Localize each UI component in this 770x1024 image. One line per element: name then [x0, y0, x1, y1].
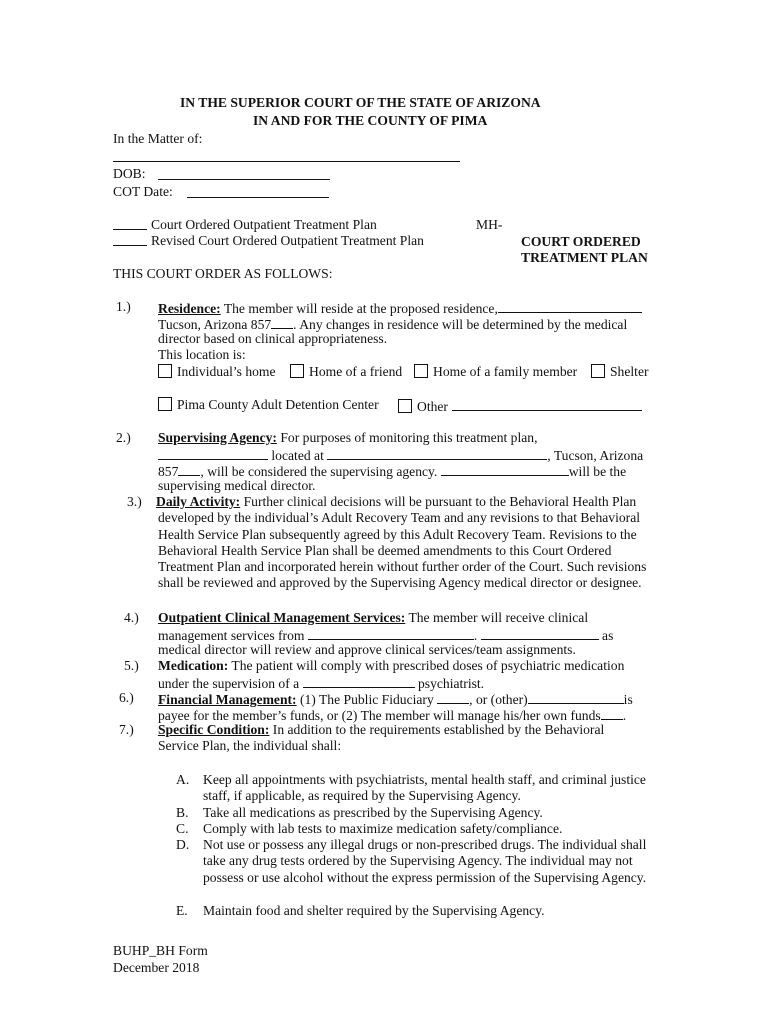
condition-c-text: Comply with lab tests to maximize medication safety/compliance.: [203, 821, 563, 836]
agency-address-field[interactable]: [327, 446, 547, 460]
location-option-individual[interactable]: [158, 364, 276, 380]
label-other: Other: [417, 399, 448, 414]
section-5-line1: [158, 658, 624, 674]
dob-label: DOB:: [113, 166, 146, 181]
agency-name-field[interactable]: [158, 446, 268, 460]
label-individual-home: Individual’s home: [177, 364, 276, 379]
section-4-text-a: The member will receive clinical: [405, 610, 589, 625]
agency-zip-field[interactable]: [178, 462, 200, 476]
checkbox-home-of-friend[interactable]: [290, 364, 304, 378]
section-6-heading: Financial Management:: [158, 692, 297, 707]
will-be-the-text: will be the: [568, 464, 627, 479]
section-4-text-b: management services from: [158, 628, 308, 643]
section-5-heading: Medication:: [158, 658, 229, 673]
section-1-heading: Residence:: [158, 301, 221, 316]
section-1-text-a: The member will reside at the proposed residence,: [220, 301, 498, 316]
location-option-shelter[interactable]: [591, 364, 649, 380]
clinical-medical-director-field[interactable]: [481, 626, 599, 640]
plan-option2-blank[interactable]: [113, 245, 147, 246]
checkbox-shelter[interactable]: [591, 364, 605, 378]
label-home-of-friend: Home of a friend: [309, 364, 403, 379]
footer-form-date: December 2018: [113, 960, 200, 975]
section-4-heading: Outpatient Clinical Management Services:: [158, 610, 406, 625]
tucson-arizona-text: , Tucson, Arizona: [547, 448, 644, 463]
condition-e-text: Maintain food and shelter required by the Supervising Agency.: [203, 903, 545, 918]
section-5-text-b: under the supervision of a: [158, 676, 303, 691]
section-2-number: 2.): [116, 430, 131, 445]
considered-text: , will be considered the supervising agency.: [200, 464, 441, 479]
residence-address-field[interactable]: [498, 299, 642, 313]
section-6-text-b: , or (other): [469, 692, 528, 707]
section-6-text-e: .: [622, 708, 627, 723]
court-title-line1: IN THE SUPERIOR COURT OF THE STATE OF ARIZONA: [180, 95, 541, 110]
location-option-other[interactable]: [398, 397, 642, 415]
section-7-heading: Specific Condition:: [158, 722, 270, 737]
court-title-line2: IN AND FOR THE COUNTY OF PIMA: [253, 113, 488, 128]
other-payee-field[interactable]: [528, 690, 624, 704]
medical-director-field[interactable]: [441, 462, 569, 476]
as-text: as: [598, 628, 614, 643]
checkbox-detention-center[interactable]: [158, 397, 172, 411]
section-1-number: 1.): [116, 299, 131, 314]
section-3-number: 3.): [127, 494, 142, 509]
plan-option1-blank[interactable]: [113, 229, 147, 230]
section-3-paragraph: [158, 494, 658, 592]
section-4-line2: management services from . as: [158, 628, 614, 643]
management-services-field[interactable]: [308, 626, 474, 640]
condition-a-text: Keep all appointments with psychiatrists, mental health staff, and criminal justice staff, if applicable, as required by the Supervising Agency.: [203, 772, 646, 804]
section-1-text-c: . Any changes in residence will be determined by the medical: [293, 317, 628, 332]
section-2-heading: Supervising Agency:: [158, 430, 277, 445]
condition-d-letter: D.: [176, 837, 190, 852]
public-fiduciary-field[interactable]: [437, 690, 469, 704]
located-at-text: located at: [268, 448, 328, 463]
label-detention-center: Pima County Adult Detention Center: [177, 397, 379, 412]
order-intro: THIS COURT ORDER AS FOLLOWS:: [113, 266, 333, 281]
section-5-number: 5.): [124, 658, 139, 673]
checkbox-home-of-family[interactable]: [414, 364, 428, 378]
document-title-line1: COURT ORDERED: [521, 234, 641, 249]
document-title-line2: TREATMENT PLAN: [521, 250, 648, 265]
section-7-number: 7.): [119, 722, 134, 737]
condition-d-text: Not use or possess any illegal drugs or non-prescribed drugs. The individual shall take any drug tests ordered by the Supervising Agency. The individual may not possess or use alcohol without the express permission of the Supervising Agency.: [203, 837, 647, 885]
plan-option1-label: Court Ordered Outpatient Treatment Plan: [151, 217, 377, 232]
condition-b-text: Take all medications as prescribed by the Supervising Agency.: [203, 805, 543, 820]
condition-b-letter: B.: [176, 805, 189, 820]
psychiatrist-type-field[interactable]: [303, 674, 415, 688]
section-7-text-a: In addition to the requirements established by the Behavioral: [269, 722, 605, 737]
checkbox-other[interactable]: [398, 399, 412, 413]
section-4-line1: [158, 610, 588, 626]
section-2-text-a: For purposes of monitoring this treatment plan,: [276, 430, 538, 445]
case-number-prefix: MH-: [476, 217, 503, 232]
condition-c-letter: C.: [176, 821, 189, 836]
section-6-text-c: is: [623, 692, 633, 707]
section-4-line3: medical director will review and approve clinical services/team assignments.: [158, 642, 576, 657]
section-3-text: Further clinical decisions will be pursuant to the Behavioral Health Plan developed by the individual’s Adult Recovery Team and any revisions to that Behavioral Health Service Plan subsequently agreed by this Adult Recovery Team. Revisions to the Behavioral Health Service Plan shall be deemed amendments to this Court Ordered Treatment Plan and incorporated herein without further order of the Court. Such revisions shall be reviewed and approved by the Supervising Agency medical director or designee.: [158, 494, 647, 591]
section-5-text-c: psychiatrist.: [414, 676, 485, 691]
section-4-number: 4.): [124, 610, 139, 625]
condition-e-letter: E.: [176, 903, 188, 918]
section-6-text-a: (1) The Public Fiduciary: [296, 692, 438, 707]
residence-zip-field[interactable]: [271, 315, 293, 329]
section-3-heading: Daily Activity:: [156, 494, 241, 509]
section-6-number: 6.): [119, 690, 134, 705]
section-1-line4: This location is:: [158, 347, 246, 362]
section-7-line1: [158, 722, 604, 738]
section-1-text-b: Tucson, Arizona 857: [158, 317, 272, 332]
other-location-field[interactable]: [452, 397, 642, 411]
condition-a-letter: A.: [176, 772, 190, 787]
location-option-friend[interactable]: [290, 364, 402, 380]
section-2-line4: supervising medical director.: [158, 478, 316, 493]
section-5-text-a: The patient will comply with prescribed doses of psychiatric medication: [228, 658, 625, 673]
checkbox-individual-home[interactable]: [158, 364, 172, 378]
section-6-text-d: payee for the member’s funds, or (2) The member will manage his/her own funds: [158, 708, 601, 723]
cot-date-field[interactable]: [187, 197, 329, 198]
matter-label: In the Matter of:: [113, 131, 203, 146]
section-7-line2: Service Plan, the individual shall:: [158, 738, 342, 753]
location-option-family[interactable]: [414, 364, 577, 380]
section-1-line3: director based on clinical appropriateness.: [158, 331, 388, 346]
dob-field[interactable]: [158, 179, 330, 180]
label-home-of-family: Home of a family member: [433, 364, 578, 379]
own-funds-field[interactable]: [601, 706, 623, 720]
label-shelter: Shelter: [610, 364, 649, 379]
location-option-detention[interactable]: [158, 397, 379, 413]
zip-prefix: 857: [158, 464, 179, 479]
plan-option2-label: Revised Court Ordered Outpatient Treatment Plan: [151, 233, 424, 248]
cot-date-label: COT Date:: [113, 184, 173, 199]
matter-name-field[interactable]: [113, 161, 460, 162]
section-2-line1: [158, 430, 537, 446]
footer-form-id: BUHP_BH Form: [113, 943, 208, 958]
